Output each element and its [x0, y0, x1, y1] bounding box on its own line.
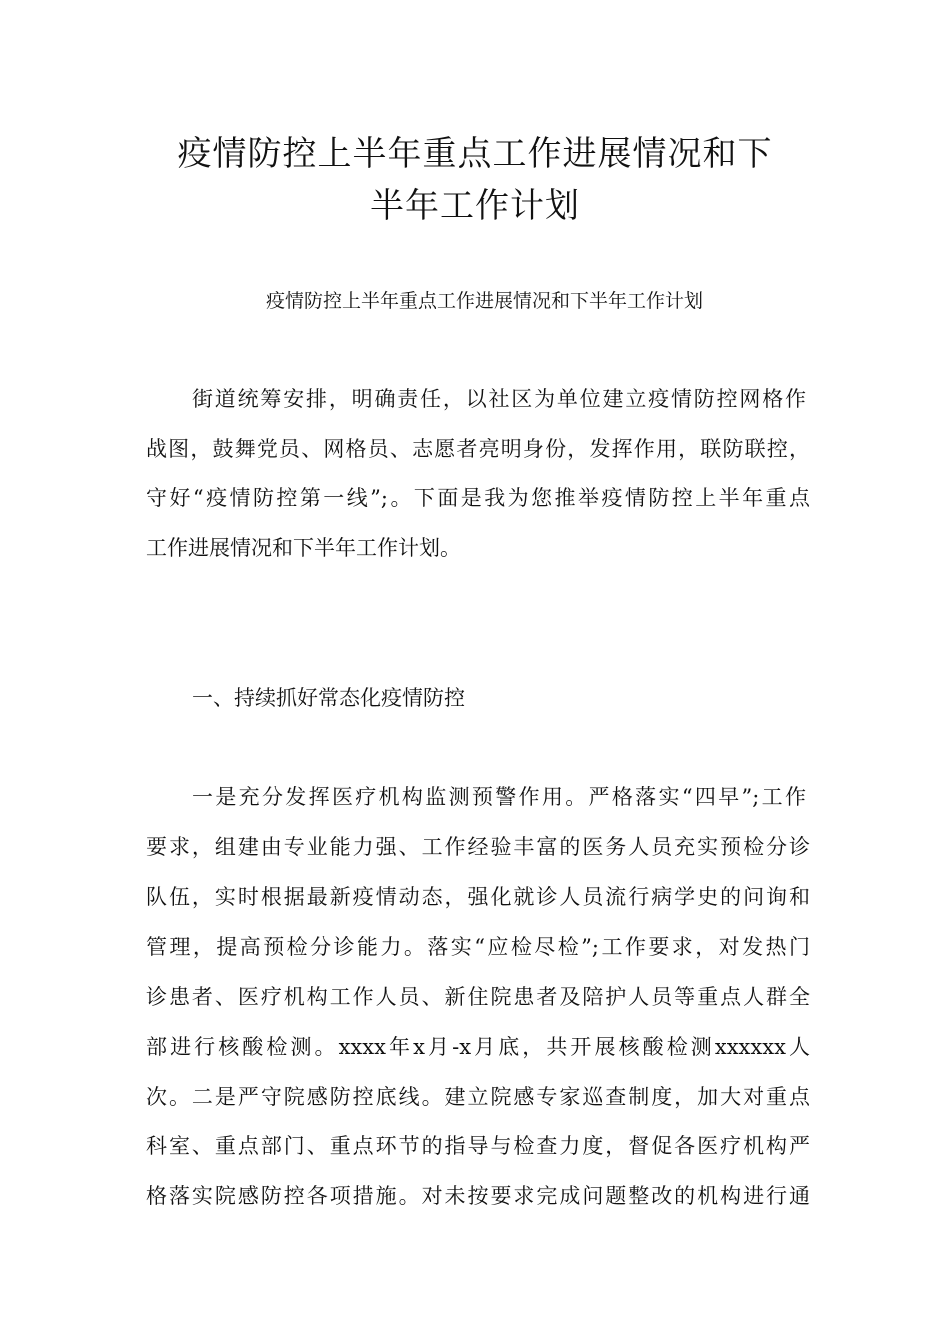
- body-line-7: 次。二是严守院感防控底线。建立院感专家巡查制度，加大对重点: [146, 1085, 810, 1109]
- section-heading: 一、持续抓好常态化疫情防控: [192, 686, 465, 710]
- body-line-8: 科室、重点部门、重点环节的指导与检查力度，督促各医疗机构严: [146, 1134, 810, 1158]
- body-line-5: 诊患者、医疗机构工作人员、新住院患者及陪护人员等重点人群全: [146, 985, 810, 1009]
- document-title-line-1: 疫情防控上半年重点工作进展情况和下: [177, 134, 773, 174]
- body-line-4: 管理，提高预检分诊能力。落实“应检尽检”;工作要求，对发热门: [146, 935, 810, 959]
- body-line-6: 部进行核酸检测。xxxx年x月-x月底，共开展核酸检测xxxxxx人: [146, 1035, 810, 1059]
- body-line-3: 队伍，实时根据最新疫情动态，强化就诊人员流行病学史的问询和: [146, 885, 810, 909]
- body-line-1: 一是充分发挥医疗机构监测预警作用。严格落实“四早”;工作: [192, 785, 806, 809]
- intro-line-3: 守好“疫情防控第一线”;。下面是我为您推举疫情防控上半年重点: [146, 486, 810, 510]
- intro-line-1: 街道统筹安排，明确责任，以社区为单位建立疫情防控网格作: [192, 387, 806, 411]
- document-title-line-2: 半年工作计划: [370, 186, 580, 226]
- intro-line-4: 工作进展情况和下半年工作计划。: [146, 536, 461, 560]
- document-subtitle: 疫情防控上半年重点工作进展情况和下半年工作计划: [266, 290, 704, 312]
- body-line-2: 要求，组建由专业能力强、工作经验丰富的医务人员充实预检分诊: [146, 835, 810, 859]
- intro-line-2: 战图，鼓舞党员、网格员、志愿者亮明身份，发挥作用，联防联控，: [146, 437, 810, 461]
- body-line-9: 格落实院感防控各项措施。对未按要求完成问题整改的机构进行通: [146, 1184, 810, 1208]
